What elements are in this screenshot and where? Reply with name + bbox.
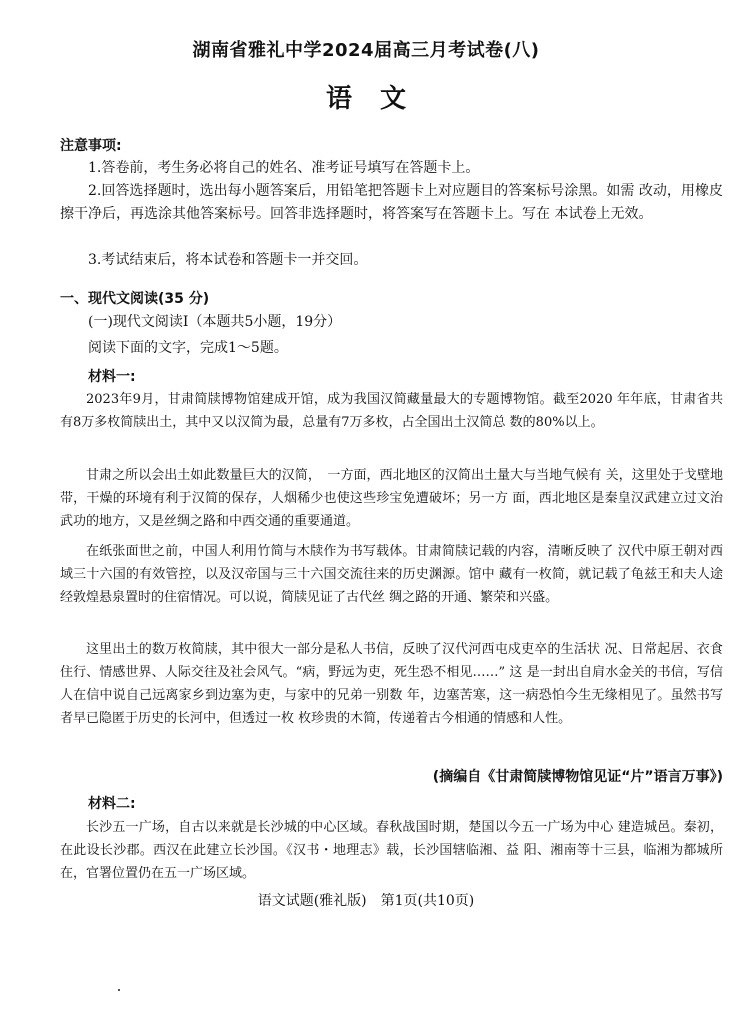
notice-item-1: 1.答卷前，考生务必将自己的姓名、准考证号填写在答题卡上。 — [88, 160, 480, 176]
page-footer: 语文试题(雅礼版) 第1页(共10页) — [257, 893, 475, 909]
notice-item-2: 2.回答选择题时，选出每小题答案后，用铅笔把答题卡上对应题目的答案标号涂黑。如需 改动，用橡皮擦干净后，再选涂其他答案标号。回答非选择题时，将答案写在答题卡上。写在 本试卷上无效。 — [60, 183, 723, 222]
material-1-source: (摘编自《甘肃简牍博物馆见证“片”语言万事》) — [432, 769, 723, 785]
material-1-paragraph: 甘肃之所以会出土如此数量巨大的汉简， 一方面，西北地区的汉简出土量大与当地气候有 关，这里处于戈壁地带，干燥的环境有利于汉简的保存，人烟稀少也使这些珍宝免遭破坏；另一方 面，西北地区是秦皇汉武建立过文治武功的地方，又是丝绸之路和中西交通的重要通道。 — [60, 468, 723, 529]
subject-title: 语文 — [325, 84, 434, 114]
material-2-paragraph: 长沙五一广场，自古以来就是长沙城的中心区域。春秋战国时期，楚国以今五一广场为中心 建造城邑。秦初，在此设长沙郡。西汉在此建立长沙国。《汉书・地理志》载，长沙国辖临湘、益 阳、湘南等十三县，临湘为都城所在，官署位置仍在五一广场区域。 — [60, 820, 723, 881]
material-2-label: 材料二: — [88, 796, 136, 812]
scan-dot — [118, 989, 120, 991]
material-1-paragraph: 在纸张面世之前，中国人利用竹简与木牍作为书写载体。甘肃简牍记载的内容，清晰反映了 汉代中原王朝对西域三十六国的有效管控，以及汉帝国与三十六国交流往来的历史渊源。馆中 藏有一枚简，就记载了龟兹王和夫人途经敦煌悬泉置时的住宿情况。可以说，简牍见证了古代丝 绸之路的开通、繁荣和兴盛。 — [60, 544, 723, 605]
reading-instruction: 阅读下面的文字，完成1～5题。 — [88, 340, 288, 356]
material-1-paragraph: 这里出土的数万枚简牍，其中很大一部分是私人书信，反映了汉代河西屯戍吏卒的生活状 况、日常起居、衣食住行、情感世界、人际交往及社会风气。“病，野远为吏，死生恐不相见……” 这 是一封出自肩水金关的书信，写信人在信中说自己远离家乡到边塞为吏，与家中的兄弟一别数 年，边塞苦寒，这一病恐怕今生无缘相见了。虽然书写者早已隐匿于历史的长河中，但透过一枚 枚珍贵的木简，传递着古今相通的情感和人性。 — [60, 642, 723, 726]
notice-heading: 注意事项: — [60, 138, 122, 154]
material-1-paragraph: 2023年9月，甘肃简牍博物馆建成开馆，成为我国汉简藏量最大的专题博物馆。截至2020 年年底，甘肃省共有8万多枚简牍出土，其中又以汉简为最，总量有7万多枚，占全国出土汉简总 数的80%以上。 — [60, 392, 723, 430]
section-heading: 一、现代文阅读(35 分) — [60, 291, 210, 307]
material-1-label: 材料一: — [88, 369, 136, 385]
exam-title: 湖南省雅礼中学2024届高三月考试卷(八) — [192, 40, 540, 61]
subsection-heading: (一)现代文阅读I（本题共5小题，19分） — [88, 314, 342, 330]
notice-item-3: 3.考试结束后，将本试卷和答题卡一并交回。 — [88, 252, 368, 268]
